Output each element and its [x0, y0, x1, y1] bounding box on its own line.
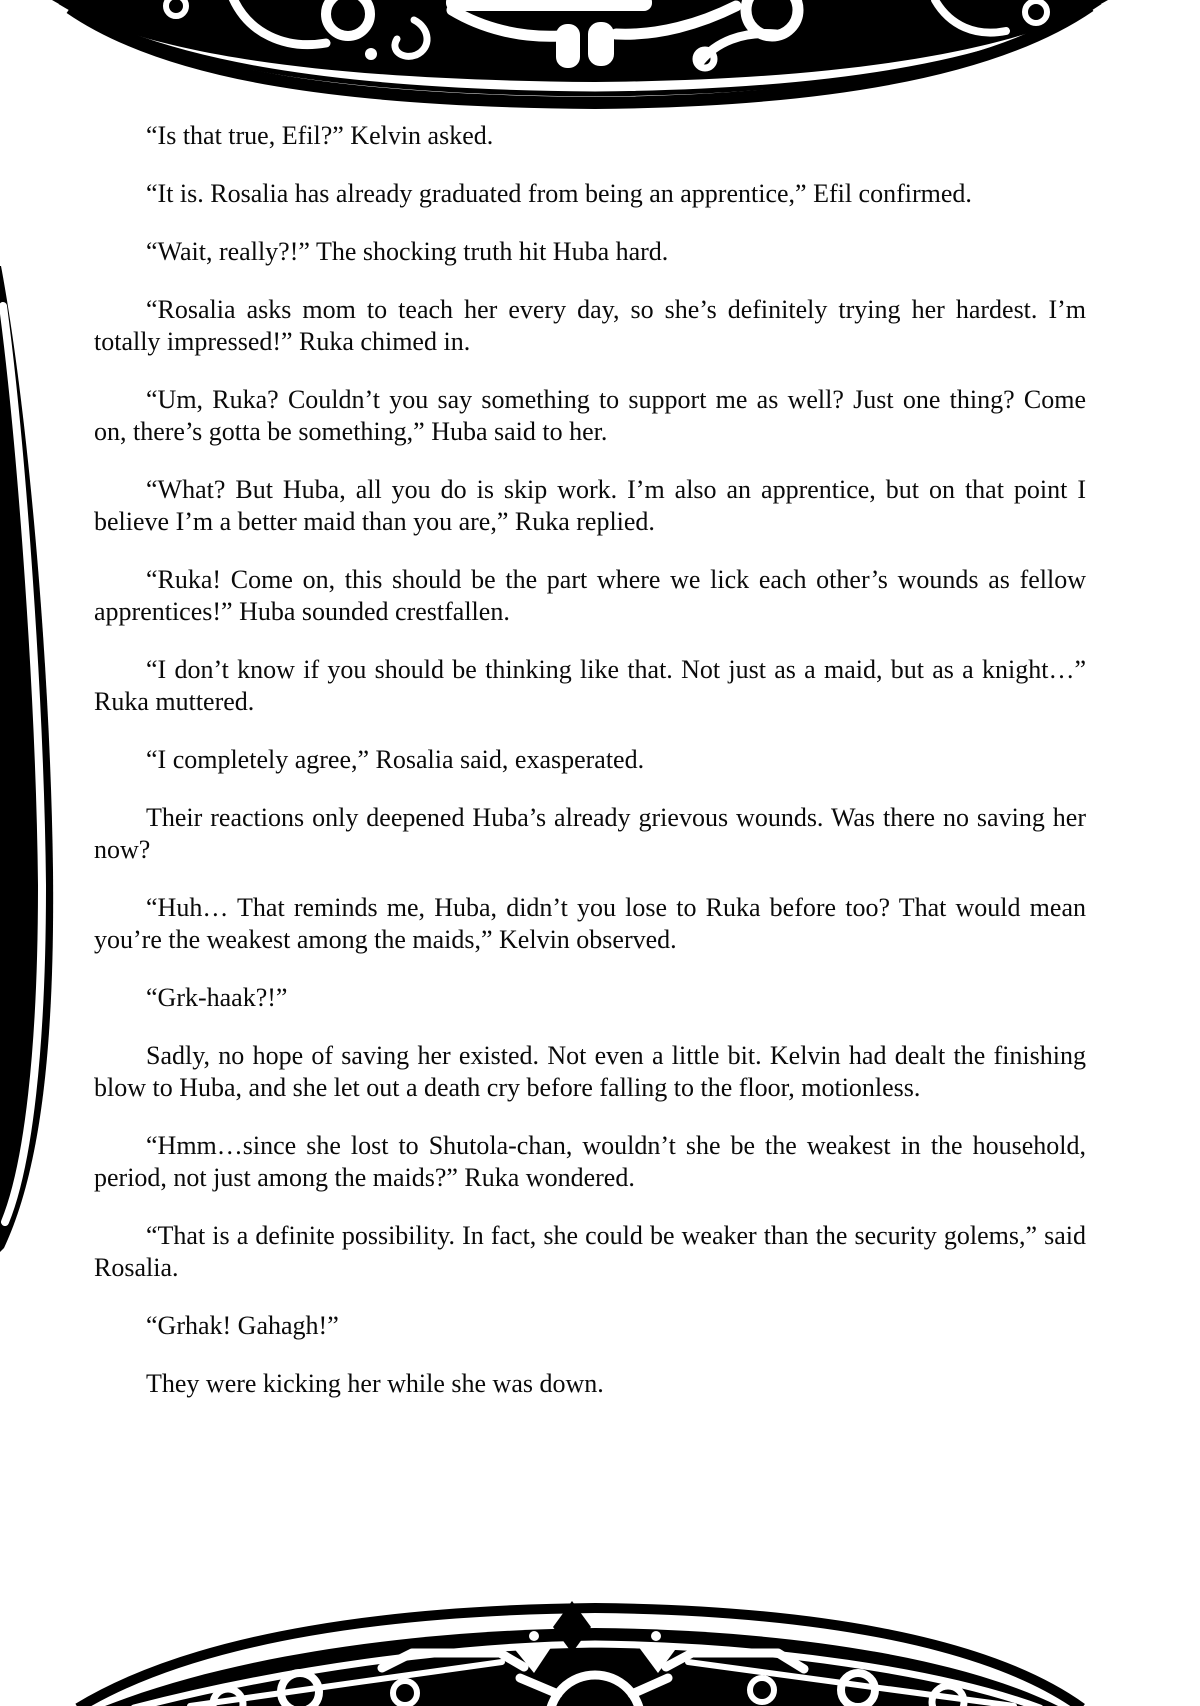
crescent-border-icon	[0, 260, 70, 1255]
paragraph: “I completely agree,” Rosalia said, exasperated.	[146, 745, 645, 774]
paragraph: “Um, Ruka? Couldn’t you say something to support me as well? Just one thing? Come on, there’s gotta be something,” Huba said to her.	[94, 385, 1086, 446]
paragraph: “Hmm…since she lost to Shutola-chan, wouldn’t she be the weakest in the household, period, not just among the maids?” Ruka wondered.	[94, 1131, 1086, 1192]
paragraph: Sadly, no hope of saving her existed. Not even a little bit. Kelvin had dealt the finishing blow to Huba, and she let out a death cry before falling to the floor, motionless.	[94, 1041, 1086, 1102]
paragraph: “It is. Rosalia has already graduated from being an apprentice,” Efil confirmed.	[146, 179, 972, 208]
bottom-medallion-ornament	[0, 1561, 1200, 1706]
paragraph: They were kicking her while she was down.	[146, 1369, 604, 1398]
paragraph: “What? But Huba, all you do is skip work. I’m also an apprentice, but on that point I believe I’m a better maid than you are,” Ruka replied.	[94, 475, 1086, 536]
left-border-ornament	[0, 260, 70, 1255]
paragraph: “I don’t know if you should be thinking like that. Not just as a maid, but as a knight…” Ruka muttered.	[94, 655, 1086, 716]
medallion-arc-icon	[0, 1561, 1200, 1706]
page-body-text	[94, 120, 1086, 1426]
paragraph: “Wait, really?!” The shocking truth hit Huba hard.	[146, 237, 669, 266]
paragraph: “That is a definite possibility. In fact, she could be weaker than the security golems,” said Rosalia.	[94, 1221, 1086, 1282]
paragraph: “Rosalia asks mom to teach her every day, so she’s definitely trying her hardest. I’m totally impressed!” Ruka chimed in.	[94, 295, 1086, 356]
paragraph: “Grhak! Gahagh!”	[146, 1311, 339, 1340]
paragraph: “Is that true, Efil?” Kelvin asked.	[146, 121, 494, 150]
paragraph: “Ruka! Come on, this should be the part where we lick each other’s wounds as fellow apprentices!” Huba sounded crestfallen.	[94, 565, 1086, 626]
paragraph: “Huh… That reminds me, Huba, didn’t you lose to Ruka before too? That would mean you’re the weakest among the maids,” Kelvin observed.	[94, 893, 1086, 954]
paragraph: Their reactions only deepened Huba’s already grievous wounds. Was there no saving her now?	[94, 803, 1086, 864]
paragraph: “Grk-haak?!”	[146, 983, 288, 1012]
